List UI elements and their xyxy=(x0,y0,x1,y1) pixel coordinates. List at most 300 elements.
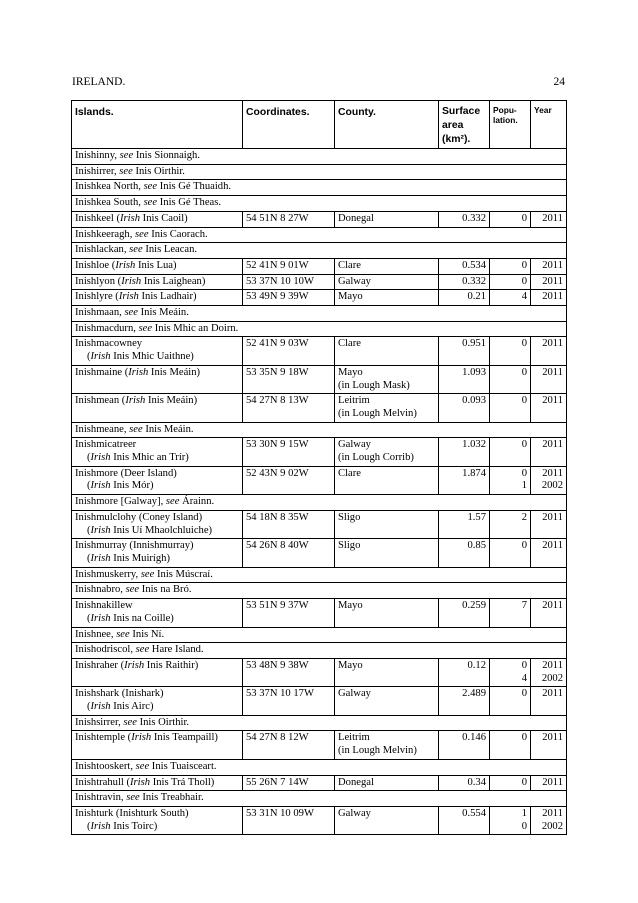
island-name: Inishirrer, xyxy=(75,165,120,177)
reference-target: Inis Oirthir. xyxy=(136,716,190,728)
island-name: Inishmore (Deer Island) xyxy=(75,467,177,479)
reference-target: Inis Sionnaigh. xyxy=(133,150,200,161)
county-location: (in Lough Mask) xyxy=(338,379,410,391)
year-value: 2011 xyxy=(542,338,563,350)
year-value: 2011 xyxy=(542,395,563,407)
county-cell xyxy=(335,290,439,306)
see-label: see xyxy=(123,716,137,728)
population-value: 0 xyxy=(521,275,527,287)
reference-target: Inis Ní. xyxy=(129,628,165,640)
coordinates-cell xyxy=(243,394,335,422)
population-value: 1 xyxy=(521,807,527,819)
table-row xyxy=(72,731,567,759)
year-cell xyxy=(531,731,567,759)
cross-reference-cell xyxy=(72,227,567,243)
area-cell xyxy=(439,775,490,791)
table-row xyxy=(72,290,567,306)
reference-target: Inis Tuaisceart. xyxy=(149,760,217,772)
irish-label: Irish xyxy=(131,732,152,744)
irish-name: Inis Uí Mhaolchluiche) xyxy=(110,524,213,536)
reference-target: Inis Mhic an Doirn. xyxy=(152,322,239,334)
col-header-coordinates: Coordinates. xyxy=(243,101,335,149)
table-row-reference xyxy=(72,495,567,511)
coordinates-cell xyxy=(243,365,335,393)
year-value: 2002 xyxy=(541,480,563,492)
year-value: 2011 xyxy=(542,439,563,451)
area-cell xyxy=(439,731,490,759)
table-row-reference xyxy=(72,180,567,196)
coordinates-cell xyxy=(243,775,335,791)
cross-reference-cell xyxy=(72,495,567,511)
island-name: Inishinny, xyxy=(75,150,120,161)
population-value: 0 xyxy=(521,467,527,479)
island-name: Inishraher ( xyxy=(75,659,125,671)
population-value: 0 xyxy=(521,439,527,451)
coordinates-value: 55 26N 7 14W xyxy=(246,776,309,788)
island-name: Inishkeel ( xyxy=(75,212,121,224)
reference-target: Inis Treabhair. xyxy=(139,792,204,804)
area-value: 0.259 xyxy=(462,600,486,612)
population-cell xyxy=(490,658,531,686)
irish-name: Inis Mhic Uaithne) xyxy=(110,351,194,363)
reference-target: Inis na Bró. xyxy=(139,584,192,596)
county-name: Galway xyxy=(338,688,371,700)
population-value: 0 xyxy=(521,366,527,378)
irish-label: Irish xyxy=(128,366,149,378)
island-name: Inishlyre ( xyxy=(75,291,119,303)
area-value: 1.032 xyxy=(462,439,486,451)
year-cell xyxy=(531,510,567,538)
irish-name: Inis Trá Tholl) xyxy=(150,776,215,788)
year-cell xyxy=(531,775,567,791)
area-value: 2.489 xyxy=(462,688,486,700)
island-name: Inishloe ( xyxy=(75,259,116,271)
area-cell xyxy=(439,394,490,422)
county-cell xyxy=(335,365,439,393)
table-header-row xyxy=(72,101,567,149)
year-value: 2011 xyxy=(542,511,563,523)
island-cell xyxy=(72,337,243,365)
population-value: 0 xyxy=(521,259,527,271)
county-cell xyxy=(335,274,439,290)
county-cell xyxy=(335,394,439,422)
area-cell xyxy=(439,510,490,538)
county-cell xyxy=(335,337,439,365)
cross-reference-cell xyxy=(72,643,567,659)
population-value: 0 xyxy=(521,540,527,552)
area-value: 0.534 xyxy=(462,259,486,271)
cross-reference-cell xyxy=(72,306,567,322)
population-cell xyxy=(490,211,531,227)
island-cell xyxy=(72,466,243,494)
area-value: 0.093 xyxy=(462,395,486,407)
table-row-reference xyxy=(72,149,567,165)
reference-target: Hare Island. xyxy=(149,644,204,656)
area-value: 1.57 xyxy=(467,511,486,523)
island-name: Inishtemple ( xyxy=(75,732,132,744)
cross-reference-cell xyxy=(72,196,567,212)
irish-label: Irish xyxy=(90,552,111,564)
year-value: 2011 xyxy=(542,776,563,788)
island-cell xyxy=(72,365,243,393)
coordinates-value: 53 30N 9 15W xyxy=(246,439,309,451)
island-name: Inishmaine ( xyxy=(75,366,129,378)
see-label: see xyxy=(135,760,150,772)
irish-name: Inis Muirígh) xyxy=(110,552,170,564)
population-value: 2 xyxy=(521,511,527,523)
irish-label: Irish xyxy=(90,701,111,713)
population-cell xyxy=(490,337,531,365)
year-value: 2002 xyxy=(541,672,563,684)
island-name: Inishtravin, xyxy=(75,792,127,804)
see-label: see xyxy=(135,228,149,240)
island-name: Inishlyon ( xyxy=(75,275,122,287)
county-location: (in Lough Corrib) xyxy=(338,452,414,464)
area-cell xyxy=(439,290,490,306)
year-value: 2011 xyxy=(542,291,563,303)
county-cell xyxy=(335,211,439,227)
coordinates-value: 54 26N 8 40W xyxy=(246,540,309,552)
area-cell xyxy=(439,365,490,393)
year-cell xyxy=(531,687,567,715)
area-value: 0.12 xyxy=(467,659,486,671)
cross-reference-cell xyxy=(72,243,567,259)
year-cell xyxy=(531,658,567,686)
county-location: (in Lough Melvin) xyxy=(338,745,417,757)
see-label: see xyxy=(165,496,180,508)
year-value: 2011 xyxy=(542,732,563,744)
table-row xyxy=(72,337,567,365)
irish-label: Irish xyxy=(90,452,111,464)
reference-target: Inis Gé Thuaidh. xyxy=(157,181,232,193)
irish-label: Irish xyxy=(121,275,142,287)
coordinates-cell xyxy=(243,337,335,365)
county-cell xyxy=(335,466,439,494)
irish-label: Irish xyxy=(90,524,111,536)
population-value: 0 xyxy=(521,212,527,224)
island-name: Inishshark (Inishark) xyxy=(75,688,164,700)
population-value: 4 xyxy=(521,291,527,303)
coordinates-value: 53 51N 9 37W xyxy=(246,600,309,612)
paren: ( xyxy=(87,524,91,536)
see-label: see xyxy=(135,644,150,656)
island-cell xyxy=(72,211,243,227)
table-row-reference xyxy=(72,567,567,583)
table-row-reference xyxy=(72,791,567,807)
see-label: see xyxy=(140,568,155,580)
coordinates-value: 53 49N 9 39W xyxy=(246,291,309,303)
table-row xyxy=(72,211,567,227)
year-value: 2011 xyxy=(542,807,563,819)
reference-target: Inis Múscraí. xyxy=(154,568,213,580)
area-value: 0.332 xyxy=(462,275,486,287)
coordinates-cell xyxy=(243,211,335,227)
irish-name: Inis Lua) xyxy=(135,259,177,271)
reference-target: Inis Meáin. xyxy=(137,307,189,319)
paren: ( xyxy=(87,351,91,363)
cross-reference-cell xyxy=(72,791,567,807)
irish-name: Inis Meáin) xyxy=(148,366,201,378)
coordinates-cell xyxy=(243,466,335,494)
table-row-reference xyxy=(72,227,567,243)
population-value: 0 xyxy=(521,732,527,744)
irish-name: Inis Caoil) xyxy=(140,212,188,224)
irish-name-line xyxy=(75,701,239,714)
cross-reference-cell xyxy=(72,149,567,165)
county-name: Galway xyxy=(338,439,371,451)
irish-name: Inis Airc) xyxy=(110,701,154,713)
area-cell xyxy=(439,599,490,627)
island-name: Inishlackan, xyxy=(75,244,130,256)
irish-label: Irish xyxy=(125,395,146,407)
year-cell xyxy=(531,806,567,834)
area-cell xyxy=(439,806,490,834)
island-name: Inishmurray (Innishmurray) xyxy=(75,540,194,552)
year-value: 2011 xyxy=(542,688,563,700)
island-name: Inishmeane, xyxy=(75,423,130,435)
island-cell xyxy=(72,258,243,274)
island-name: Inishmicatreer xyxy=(75,439,137,451)
area-cell xyxy=(439,658,490,686)
area-cell xyxy=(439,211,490,227)
island-cell xyxy=(72,731,243,759)
irish-label: Irish xyxy=(115,259,136,271)
irish-name: Inis Mhic an Trír) xyxy=(110,452,189,464)
islands-table xyxy=(71,100,567,835)
area-value: 0.85 xyxy=(467,540,486,552)
year-cell xyxy=(531,290,567,306)
coordinates-value: 52 41N 9 03W xyxy=(246,338,309,350)
table-row xyxy=(72,365,567,393)
table-row xyxy=(72,599,567,627)
coordinates-cell xyxy=(243,687,335,715)
year-cell xyxy=(531,258,567,274)
reference-target: Inis Caorach. xyxy=(148,228,208,240)
table-row-reference xyxy=(72,583,567,599)
population-cell xyxy=(490,599,531,627)
col-header-year: Year xyxy=(531,101,567,149)
reference-target: Inis Oirthir. xyxy=(132,165,185,177)
coordinates-cell xyxy=(243,539,335,567)
coordinates-value: 54 18N 8 35W xyxy=(246,511,309,523)
island-name: Inishnakillew xyxy=(75,600,133,612)
irish-name-line xyxy=(75,821,239,834)
island-name: Inishtrahull ( xyxy=(75,776,131,788)
see-label: see xyxy=(119,150,134,161)
year-value: 2011 xyxy=(542,467,563,479)
table-body xyxy=(72,149,567,835)
island-name: Inishnee, xyxy=(75,628,117,640)
year-cell xyxy=(531,438,567,466)
year-cell xyxy=(531,365,567,393)
island-cell xyxy=(72,274,243,290)
population-value: 4 xyxy=(521,672,527,684)
year-value: 2011 xyxy=(542,212,563,224)
county-name: Mayo xyxy=(338,366,363,378)
irish-name: Inis Meáin) xyxy=(145,395,198,407)
table-row-reference xyxy=(72,196,567,212)
coordinates-value: 53 37N 10 10W xyxy=(246,275,314,287)
cross-reference-cell xyxy=(72,759,567,775)
population-cell xyxy=(490,274,531,290)
cross-reference-cell xyxy=(72,180,567,196)
county-cell xyxy=(335,731,439,759)
island-cell xyxy=(72,806,243,834)
irish-name: Inis Laighean) xyxy=(141,275,206,287)
island-cell xyxy=(72,775,243,791)
population-cell xyxy=(490,438,531,466)
population-value: 0 xyxy=(521,688,527,700)
island-name: Inishmuskerry, xyxy=(75,568,141,580)
table-row xyxy=(72,510,567,538)
see-label: see xyxy=(119,165,133,177)
reference-target: Árainn. xyxy=(179,496,215,508)
island-name: Inishsirrer, xyxy=(75,716,124,728)
population-cell xyxy=(490,258,531,274)
table-row xyxy=(72,274,567,290)
island-name: Inishtooskert, xyxy=(75,760,136,772)
coordinates-value: 53 37N 10 17W xyxy=(246,688,314,700)
paren: ( xyxy=(87,612,91,624)
irish-name-line xyxy=(75,452,239,465)
irish-label: Irish xyxy=(90,351,111,363)
population-cell xyxy=(490,466,531,494)
county-name: Mayo xyxy=(338,291,363,303)
area-value: 0.554 xyxy=(462,807,486,819)
area-cell xyxy=(439,438,490,466)
reference-target: Inis Leacan. xyxy=(142,244,198,256)
island-name: Inishmulclohy (Coney Island) xyxy=(75,511,203,523)
cross-reference-cell xyxy=(72,164,567,180)
reference-target: Inis Meáin. xyxy=(142,423,194,435)
see-label: see xyxy=(138,322,153,334)
col-header-surface-area: Surface area (km²). xyxy=(439,101,490,149)
coordinates-cell xyxy=(243,510,335,538)
page-number: 24 xyxy=(553,76,565,88)
county-name: Galway xyxy=(338,275,371,287)
county-cell xyxy=(335,510,439,538)
county-cell xyxy=(335,258,439,274)
table-row xyxy=(72,466,567,494)
year-value: 2011 xyxy=(542,600,563,612)
year-value: 2011 xyxy=(542,659,563,671)
county-cell xyxy=(335,539,439,567)
coordinates-cell xyxy=(243,658,335,686)
year-cell xyxy=(531,211,567,227)
see-label: see xyxy=(143,197,158,209)
table-row xyxy=(72,687,567,715)
coordinates-value: 53 31N 10 09W xyxy=(246,807,314,819)
island-name: Inishmacdurn, xyxy=(75,322,139,334)
county-name: Sligo xyxy=(338,540,361,552)
table-row xyxy=(72,258,567,274)
paren: ( xyxy=(87,552,91,564)
island-name: Inishmore [Galway], xyxy=(75,496,166,508)
coordinates-cell xyxy=(243,274,335,290)
coordinates-value: 52 41N 9 01W xyxy=(246,259,309,271)
table-row-reference xyxy=(72,164,567,180)
county-cell xyxy=(335,775,439,791)
county-name: Leitrim xyxy=(338,395,370,407)
see-label: see xyxy=(129,244,143,256)
island-name: Inishodriscol, xyxy=(75,644,136,656)
year-value: 2011 xyxy=(542,275,563,287)
population-value: 0 xyxy=(521,659,527,671)
area-cell xyxy=(439,539,490,567)
irish-name: Inis na Coille) xyxy=(110,612,174,624)
irish-label: Irish xyxy=(118,291,139,303)
population-value: 0 xyxy=(521,820,527,832)
irish-name-line xyxy=(75,613,239,626)
coordinates-cell xyxy=(243,731,335,759)
table-row-reference xyxy=(72,422,567,438)
county-name: Donegal xyxy=(338,212,374,224)
county-name: Clare xyxy=(338,259,361,271)
area-cell xyxy=(439,687,490,715)
year-value: 2011 xyxy=(542,540,563,552)
table-row xyxy=(72,658,567,686)
area-value: 1.874 xyxy=(462,467,486,479)
island-name: Inishmean ( xyxy=(75,395,126,407)
year-cell xyxy=(531,337,567,365)
population-cell xyxy=(490,731,531,759)
population-cell xyxy=(490,539,531,567)
paren: ( xyxy=(87,452,91,464)
irish-name: Inis Toirc) xyxy=(110,820,158,832)
see-label: see xyxy=(126,792,140,804)
population-cell xyxy=(490,806,531,834)
county-name: Leitrim xyxy=(338,732,370,744)
island-cell xyxy=(72,438,243,466)
year-cell xyxy=(531,394,567,422)
island-cell xyxy=(72,687,243,715)
coordinates-value: 53 35N 9 18W xyxy=(246,366,309,378)
year-value: 2011 xyxy=(542,366,563,378)
irish-label: Irish xyxy=(130,776,151,788)
population-cell xyxy=(490,394,531,422)
cross-reference-cell xyxy=(72,627,567,643)
running-header: IRELAND. xyxy=(72,76,126,88)
area-value: 1.093 xyxy=(462,366,486,378)
population-value: 0 xyxy=(521,338,527,350)
paren: ( xyxy=(87,820,91,832)
irish-label: Irish xyxy=(90,820,111,832)
cross-reference-cell xyxy=(72,422,567,438)
year-value: 2002 xyxy=(541,820,563,832)
area-value: 0.332 xyxy=(462,212,486,224)
island-cell xyxy=(72,290,243,306)
island-cell xyxy=(72,658,243,686)
irish-name: Inis Raithir) xyxy=(144,659,199,671)
island-name: Inishkea South, xyxy=(75,197,144,209)
table-row-reference xyxy=(72,321,567,337)
population-cell xyxy=(490,775,531,791)
coordinates-cell xyxy=(243,599,335,627)
area-value: 0.146 xyxy=(462,732,486,744)
area-value: 0.21 xyxy=(467,291,486,303)
col-header-population: Popu- lation. xyxy=(490,101,531,149)
population-value: 7 xyxy=(521,600,527,612)
island-name: Inishnabro, xyxy=(75,584,126,596)
area-value: 0.951 xyxy=(462,338,486,350)
irish-name-line xyxy=(75,525,239,538)
population-value: 0 xyxy=(521,395,527,407)
county-name: Galway xyxy=(338,807,371,819)
year-cell xyxy=(531,466,567,494)
island-name: Inishturk (Inishturk South) xyxy=(75,807,189,819)
coordinates-value: 54 27N 8 13W xyxy=(246,395,309,407)
area-cell xyxy=(439,466,490,494)
